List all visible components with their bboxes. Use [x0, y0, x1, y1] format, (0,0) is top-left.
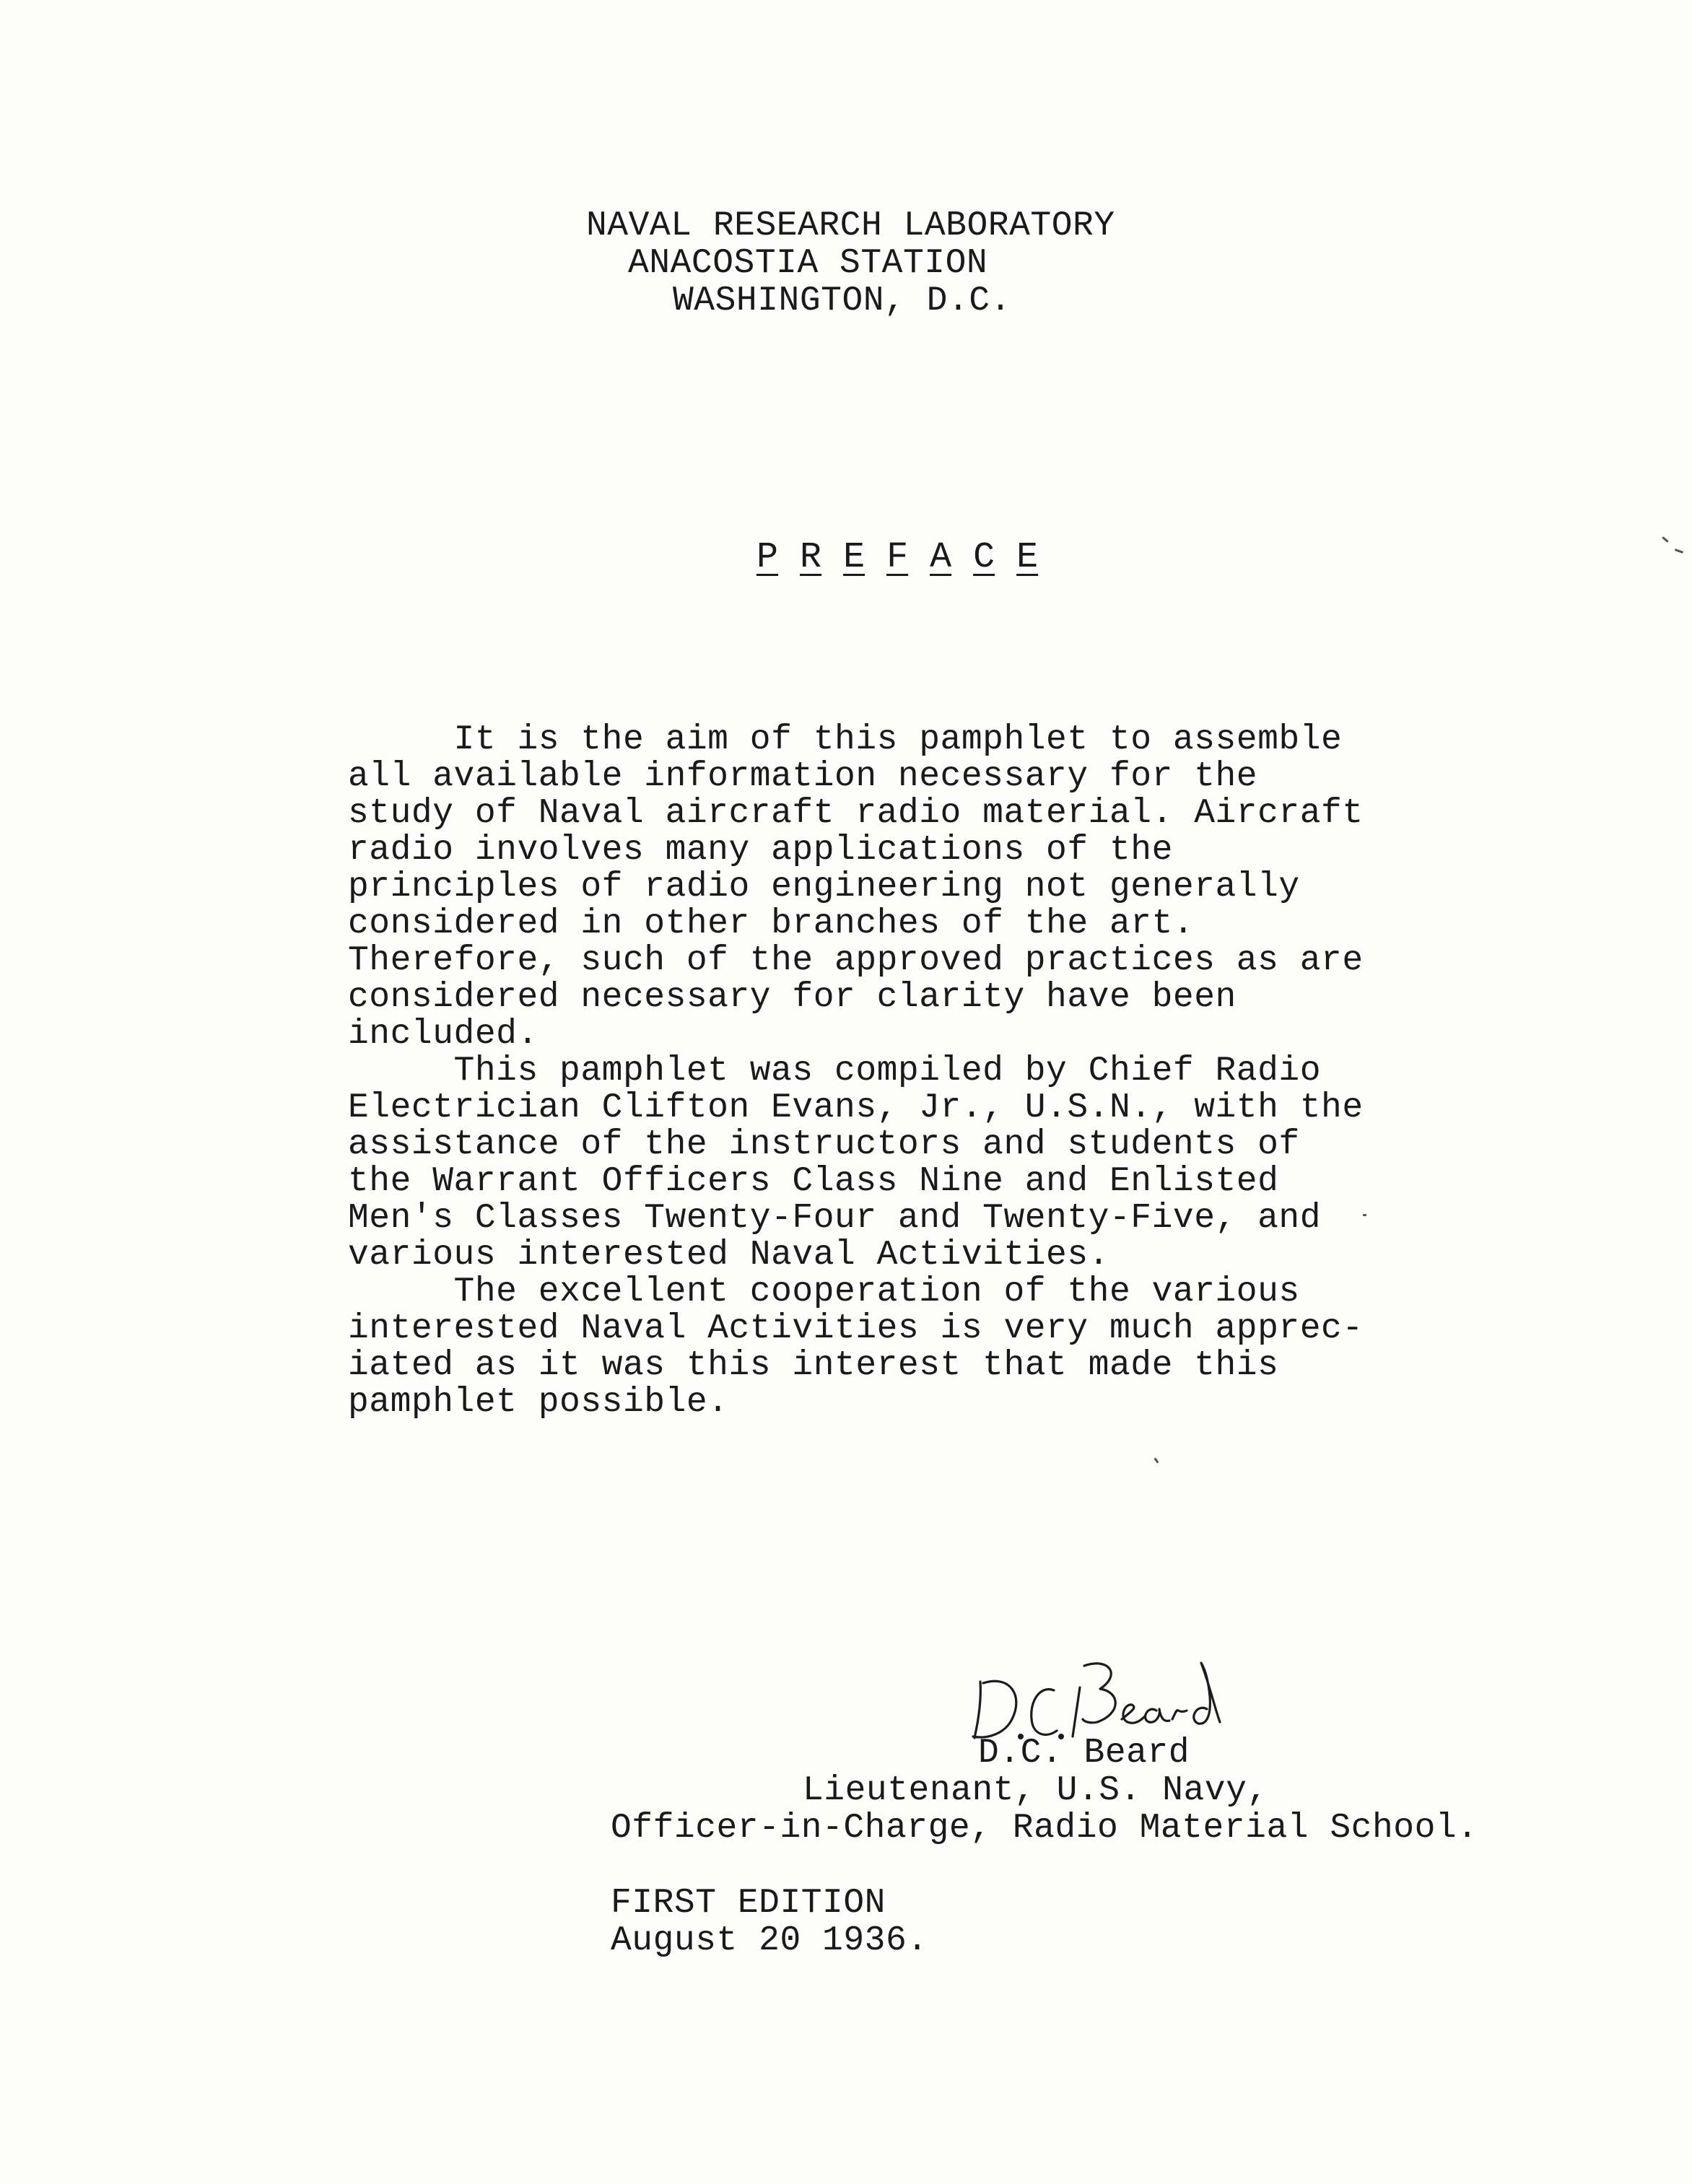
signatory-name: D.C. Beard	[978, 1734, 1190, 1773]
signatory-rank: Lieutenant, U.S. Navy,	[803, 1771, 1268, 1810]
body-line: various interested Naval Activities.	[348, 1236, 1109, 1275]
body-line: the Warrant Officers Class Nine and Enlisted	[348, 1162, 1279, 1201]
body-line: The excellent cooperation of the various	[348, 1272, 1300, 1311]
body-line: study of Naval aircraft radio material. Aircraft	[348, 794, 1364, 833]
title-letter: A	[930, 537, 952, 578]
handwritten-signature	[967, 1653, 1242, 1747]
edition-label: FIRST EDITION	[611, 1884, 886, 1923]
body-line: It is the aim of this pamphlet to assemble	[348, 720, 1343, 759]
title-letter: R	[800, 537, 822, 578]
body-line: considered in other branches of the art.	[348, 904, 1195, 943]
scan-mark	[1363, 1214, 1366, 1216]
body-line: principles of radio engineering not generally	[348, 868, 1300, 907]
body-line: Men's Classes Twenty-Four and Twenty-Five, and	[348, 1199, 1322, 1238]
body-line: Therefore, such of the approved practices as are	[348, 941, 1364, 980]
title-letter: C	[973, 537, 995, 578]
body-line: This pamphlet was compiled by Chief Radio	[348, 1052, 1322, 1091]
header-location: WASHINGTON, D.C.	[673, 281, 1011, 320]
body-line: assistance of the instructors and students of	[348, 1125, 1300, 1164]
scan-mark	[1662, 536, 1669, 543]
page-title	[670, 502, 1060, 613]
body-line: radio involves many applications of the	[348, 831, 1173, 870]
scan-mark	[1675, 549, 1683, 554]
title-letter: E	[1016, 537, 1039, 578]
title-letter: P	[756, 537, 779, 578]
body-line: considered necessary for clarity have been	[348, 978, 1237, 1017]
body-line: included.	[348, 1015, 538, 1054]
scan-mark	[1154, 1457, 1159, 1463]
body-line: Electrician Clifton Evans, Jr., U.S.N., with the	[348, 1088, 1364, 1127]
title-letter: E	[843, 537, 865, 578]
title-letter: F	[886, 537, 909, 578]
header-station: ANACOSTIA STATION	[628, 244, 988, 283]
body-line: iated as it was this interest that made this	[348, 1346, 1279, 1385]
body-line: pamphlet possible.	[348, 1383, 729, 1422]
edition-date: August 20 1936.	[611, 1921, 928, 1960]
header-organization: NAVAL RESEARCH LABORATORY	[586, 206, 1115, 245]
body-line: interested Naval Activities is very much apprec-	[348, 1309, 1364, 1348]
signatory-title: Officer-in-Charge, Radio Material School.	[611, 1809, 1478, 1848]
body-line: all available information necessary for the	[348, 757, 1258, 796]
